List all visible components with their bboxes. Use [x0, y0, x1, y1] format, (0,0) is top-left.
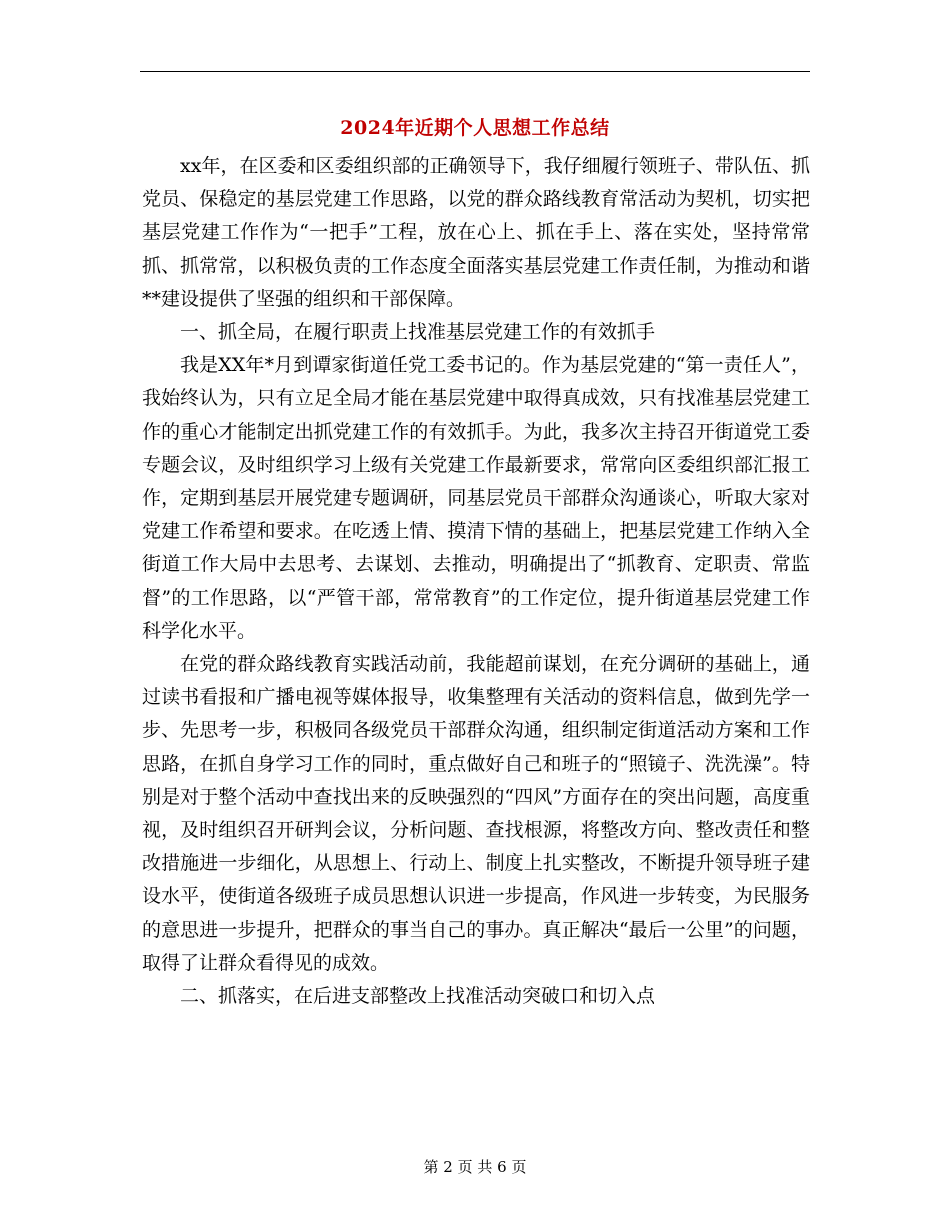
- body-paragraph: xx年，在区委和区委组织部的正确领导下，我仔细履行领班子、带队伍、抓党员、保稳定的基层党建工作思路，以党的群众路线教育常活动为契机，切实把基层党建工作作为“一把手”工程，放在心上、抓在手上、落在实处，坚持常常抓、抓常常，以积极负责的工作态度全面落实基层党建工作责任制，为推动和谐**建设提供了坚强的组织和干部保障。: [142, 155, 810, 310]
- header-rule: [140, 71, 810, 72]
- document-body: [142, 150, 810, 1013]
- page-number: 第 2 页 共 6 页: [423, 1158, 527, 1176]
- body-paragraph: 在党的群众路线教育实践活动前，我能超前谋划，在充分调研的基础上，通过读书看报和广播电视等媒体报导，收集整理有关活动的资料信息，做到先学一步、先思考一步，积极同各级党员干部群众沟通，组织制定街道活动方案和工作思路，在抓自身学习工作的同时，重点做好自己和班子的“照镜子、洗洗澡”。特别是对于整个活动中查找出来的反映强烈的“四风”方面存在的突出问题，高度重视，及时组织召开研判会议，分析问题、查找根源，将整改方向、整改责任和整改措施进一步细化，从思想上、行动上、制度上扎实整改，不断提升领导班子建设水平，使街道各级班子成员思想认识进一步提高，作风进一步转变，为民服务的意思进一步提升，把群众的事当自己的事办。真正解决“最后一公里”的问题，取得了让群众看得见的成效。: [142, 653, 810, 974]
- body-paragraph: 我是XX年*月到谭家街道任党工委书记的。作为基层党建的“第一责任人”，我始终认为，只有立足全局才能在基层党建中取得真成效，只有找准基层党建工作的重心才能制定出抓党建工作的有效抓手。为此，我多次主持召开街道党工委专题会议，及时组织学习上级有关党建工作最新要求，常常向区委组织部汇报工作，定期到基层开展党建专题调研，同基层党员干部群众沟通谈心，听取大家对党建工作希望和要求。在吃透上情、摸清下情的基础上，把基层党建工作纳入全街道工作大局中去思考、去谋划、去推动，明确提出了“抓教育、定职责、常监督”的工作思路，以“严管干部，常常教育”的工作定位，提升街道基层党建工作科学化水平。: [142, 354, 810, 642]
- document-title: 2024年近期个人思想工作总结: [340, 117, 610, 139]
- section-heading-2: 二、抓落实，在后进支部整改上找准活动突破口和切入点: [180, 985, 656, 1008]
- section-heading-1: 一、抓全局，在履行职责上找准基层党建工作的有效抓手: [180, 321, 656, 344]
